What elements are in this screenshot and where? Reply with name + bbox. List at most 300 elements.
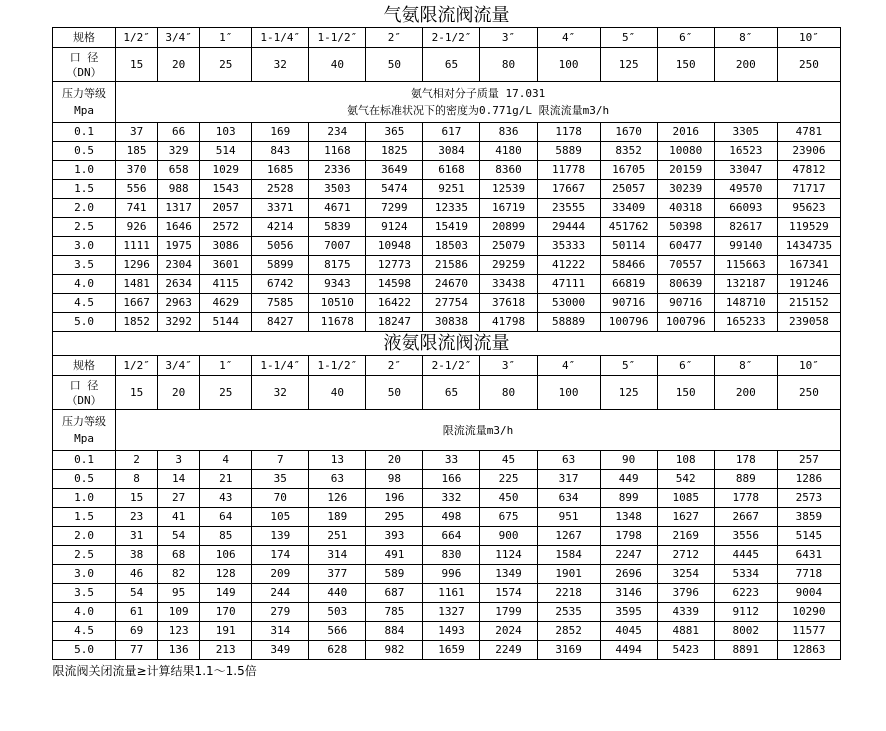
- flow-cell: 11678: [309, 313, 366, 332]
- flow-cell: 450: [480, 489, 537, 508]
- flow-cell: 1111: [116, 237, 158, 256]
- flow-cell: 2: [116, 451, 158, 470]
- flow-cell: 29259: [480, 256, 537, 275]
- flow-cell: 658: [158, 161, 200, 180]
- pressure-cell: 5.0: [53, 641, 116, 660]
- flow-cell: 10510: [309, 294, 366, 313]
- flow-cell: 988: [158, 180, 200, 199]
- flow-cell: 17667: [537, 180, 600, 199]
- pressure-cell: 4.0: [53, 603, 116, 622]
- size-header: 3″: [480, 356, 537, 376]
- flow-cell: 3371: [252, 199, 309, 218]
- table-row: [53, 237, 841, 256]
- flow-cell: 90: [600, 451, 657, 470]
- flow-cell: 189: [309, 508, 366, 527]
- flow-cell: 25057: [600, 180, 657, 199]
- pressure-cell: 4.5: [53, 622, 116, 641]
- flow-cell: 3595: [600, 603, 657, 622]
- flow-cell: 50114: [600, 237, 657, 256]
- pressure-cell: 3.0: [53, 565, 116, 584]
- flow-cell: 7585: [252, 294, 309, 313]
- size-header: 4″: [537, 356, 600, 376]
- flow-cell: 15419: [423, 218, 480, 237]
- flow-cell: 169: [252, 123, 309, 142]
- table-row: [53, 161, 841, 180]
- flow-cell: 1584: [537, 546, 600, 565]
- flow-cell: 884: [366, 622, 423, 641]
- flow-cell: 215152: [777, 294, 840, 313]
- flow-cell: 687: [366, 584, 423, 603]
- flow-cell: 2852: [537, 622, 600, 641]
- flow-cell: 23906: [777, 142, 840, 161]
- size-header: 1-1/2″: [309, 356, 366, 376]
- size-header: 3″: [480, 28, 537, 48]
- flow-cell: 196: [366, 489, 423, 508]
- table-row: [53, 218, 841, 237]
- flow-cell: 5839: [309, 218, 366, 237]
- flow-cell: 23: [116, 508, 158, 527]
- flow-cell: 165233: [714, 313, 777, 332]
- flow-cell: 70: [252, 489, 309, 508]
- pressure-cell: 0.1: [53, 451, 116, 470]
- flow-cell: 4045: [600, 622, 657, 641]
- flow-cell: 843: [252, 142, 309, 161]
- liquid-note: 限流流量m3/h: [116, 410, 841, 451]
- dn-value: 15: [116, 48, 158, 82]
- dn-value: 15: [116, 376, 158, 410]
- flow-cell: 3146: [600, 584, 657, 603]
- flow-cell: 95623: [777, 199, 840, 218]
- flow-cell: 167341: [777, 256, 840, 275]
- pressure-cell: 1.5: [53, 508, 116, 527]
- flow-cell: 3254: [657, 565, 714, 584]
- pressure-cell: 1.5: [53, 180, 116, 199]
- flow-cell: 126: [309, 489, 366, 508]
- flow-cell: 491: [366, 546, 423, 565]
- flow-cell: 12773: [366, 256, 423, 275]
- flow-cell: 54: [158, 527, 200, 546]
- flow-cell: 6431: [777, 546, 840, 565]
- flow-cell: 27: [158, 489, 200, 508]
- flow-cell: 105: [252, 508, 309, 527]
- flow-cell: 174: [252, 546, 309, 565]
- flow-cell: 4781: [777, 123, 840, 142]
- flow-cell: 3503: [309, 180, 366, 199]
- table-row: [53, 565, 841, 584]
- flow-cell: 11778: [537, 161, 600, 180]
- flow-cell: 926: [116, 218, 158, 237]
- flow-cell: 2528: [252, 180, 309, 199]
- flow-cell: 191246: [777, 275, 840, 294]
- dn-value: 200: [714, 48, 777, 82]
- flow-cell: 191: [200, 622, 252, 641]
- flow-cell: 209: [252, 565, 309, 584]
- dn-value: 150: [657, 376, 714, 410]
- flow-cell: 3086: [200, 237, 252, 256]
- size-header: 6″: [657, 356, 714, 376]
- dn-value: 200: [714, 376, 777, 410]
- flow-cell: 14598: [366, 275, 423, 294]
- size-header: 10″: [777, 356, 840, 376]
- liquid-dn-row: [53, 376, 841, 410]
- flow-cell: 4494: [600, 641, 657, 660]
- flow-cell: 628: [309, 641, 366, 660]
- flow-cell: 108: [657, 451, 714, 470]
- flow-cell: 37: [116, 123, 158, 142]
- pressure-cell: 3.5: [53, 256, 116, 275]
- table-row: [53, 584, 841, 603]
- table-row: [53, 294, 841, 313]
- flow-cell: 14: [158, 470, 200, 489]
- pressure-cell: 2.0: [53, 527, 116, 546]
- flow-cell: 29444: [537, 218, 600, 237]
- flow-cell: 1124: [480, 546, 537, 565]
- flow-cell: 68: [158, 546, 200, 565]
- flow-cell: 8352: [600, 142, 657, 161]
- flow-cell: 4180: [480, 142, 537, 161]
- flow-cell: 123: [158, 622, 200, 641]
- table-row: [53, 180, 841, 199]
- dn-value: 20: [158, 48, 200, 82]
- flow-cell: 90716: [657, 294, 714, 313]
- size-header: 2″: [366, 356, 423, 376]
- flow-cell: 2336: [309, 161, 366, 180]
- size-header: 1/2″: [116, 356, 158, 376]
- table-row: [53, 256, 841, 275]
- flow-cell: 50398: [657, 218, 714, 237]
- dn-value: 65: [423, 376, 480, 410]
- gas-note-line2: 氨气在标准状况下的密度为0.771g/L 限流流量m3/h: [346, 104, 610, 117]
- flow-cell: 60477: [657, 237, 714, 256]
- flow-cell: 7007: [309, 237, 366, 256]
- size-header: 2-1/2″: [423, 356, 480, 376]
- flow-cell: 7718: [777, 565, 840, 584]
- pressure-cell: 2.5: [53, 546, 116, 565]
- flow-cell: 18503: [423, 237, 480, 256]
- flow-cell: 3292: [158, 313, 200, 332]
- flow-cell: 899: [600, 489, 657, 508]
- flow-cell: 132187: [714, 275, 777, 294]
- flow-cell: 148710: [714, 294, 777, 313]
- flow-cell: 8360: [480, 161, 537, 180]
- flow-cell: 8002: [714, 622, 777, 641]
- flow-table: [52, 4, 841, 682]
- flow-table-sheet: [52, 4, 841, 682]
- flow-cell: 10290: [777, 603, 840, 622]
- dn-value: 100: [537, 376, 600, 410]
- flow-cell: 35: [252, 470, 309, 489]
- gas-table-title: 气氨限流阀流量: [383, 4, 510, 26]
- flow-cell: 1685: [252, 161, 309, 180]
- flow-cell: 11577: [777, 622, 840, 641]
- flow-cell: 4214: [252, 218, 309, 237]
- dn-value: 50: [366, 376, 423, 410]
- size-header: 8″: [714, 28, 777, 48]
- flow-cell: 295: [366, 508, 423, 527]
- table-row: [53, 313, 841, 332]
- size-header: 1″: [200, 356, 252, 376]
- flow-cell: 30838: [423, 313, 480, 332]
- flow-cell: 185: [116, 142, 158, 161]
- pressure-cell: 3.5: [53, 584, 116, 603]
- flow-cell: 314: [252, 622, 309, 641]
- flow-cell: 1646: [158, 218, 200, 237]
- size-header: 1-1/4″: [252, 356, 309, 376]
- flow-cell: 40318: [657, 199, 714, 218]
- flow-cell: 43: [200, 489, 252, 508]
- flow-cell: 69: [116, 622, 158, 641]
- flow-cell: 20: [366, 451, 423, 470]
- flow-cell: 15: [116, 489, 158, 508]
- flow-cell: 5144: [200, 313, 252, 332]
- dn-value: 250: [777, 48, 840, 82]
- flow-cell: 103: [200, 123, 252, 142]
- table-row: [53, 451, 841, 470]
- pressure-cell: 2.0: [53, 199, 116, 218]
- flow-cell: 1574: [480, 584, 537, 603]
- flow-cell: 2249: [480, 641, 537, 660]
- flow-cell: 7299: [366, 199, 423, 218]
- table-row: [53, 546, 841, 565]
- flow-cell: 1901: [537, 565, 600, 584]
- flow-cell: 77: [116, 641, 158, 660]
- flow-cell: 370: [116, 161, 158, 180]
- flow-cell: 47111: [537, 275, 600, 294]
- flow-cell: 449: [600, 470, 657, 489]
- size-header: 10″: [777, 28, 840, 48]
- liquid-table: [53, 332, 841, 660]
- flow-cell: 3601: [200, 256, 252, 275]
- flow-cell: 66093: [714, 199, 777, 218]
- flow-cell: 128: [200, 565, 252, 584]
- flow-cell: 8175: [309, 256, 366, 275]
- flow-cell: 41222: [537, 256, 600, 275]
- dn-value: 25: [200, 376, 252, 410]
- flow-cell: 314: [309, 546, 366, 565]
- flow-cell: 5423: [657, 641, 714, 660]
- dn-value: 125: [600, 48, 657, 82]
- flow-cell: 149: [200, 584, 252, 603]
- flow-cell: 377: [309, 565, 366, 584]
- flow-cell: 8427: [252, 313, 309, 332]
- gas-dn-row: [53, 48, 841, 82]
- flow-cell: 53000: [537, 294, 600, 313]
- flow-cell: 900: [480, 527, 537, 546]
- flow-cell: 498: [423, 508, 480, 527]
- flow-cell: 1161: [423, 584, 480, 603]
- flow-cell: 996: [423, 565, 480, 584]
- flow-cell: 23555: [537, 199, 600, 218]
- flow-cell: 889: [714, 470, 777, 489]
- flow-cell: 33438: [480, 275, 537, 294]
- flow-cell: 178: [714, 451, 777, 470]
- flow-cell: 279: [252, 603, 309, 622]
- flow-cell: 785: [366, 603, 423, 622]
- flow-cell: 1659: [423, 641, 480, 660]
- liquid-note-row: [53, 410, 841, 451]
- flow-cell: 16705: [600, 161, 657, 180]
- flow-cell: 58889: [537, 313, 600, 332]
- size-header: 1-1/2″: [309, 28, 366, 48]
- pressure-label: 压力等级Mpa: [53, 410, 116, 451]
- flow-cell: 4339: [657, 603, 714, 622]
- flow-cell: 71717: [777, 180, 840, 199]
- flow-cell: 5056: [252, 237, 309, 256]
- dn-value: 100: [537, 48, 600, 82]
- flow-cell: 58466: [600, 256, 657, 275]
- flow-cell: 6168: [423, 161, 480, 180]
- dn-value: 32: [252, 48, 309, 82]
- dn-value: 25: [200, 48, 252, 82]
- flow-cell: 21: [200, 470, 252, 489]
- dn-label: 口 径 （DN）: [53, 376, 116, 410]
- size-header: 8″: [714, 356, 777, 376]
- flow-cell: 6223: [714, 584, 777, 603]
- flow-cell: 3: [158, 451, 200, 470]
- flow-cell: 54: [116, 584, 158, 603]
- flow-cell: 8: [116, 470, 158, 489]
- flow-cell: 12335: [423, 199, 480, 218]
- table-row: [53, 470, 841, 489]
- table-row: [53, 603, 841, 622]
- flow-cell: 741: [116, 199, 158, 218]
- flow-cell: 556: [116, 180, 158, 199]
- flow-cell: 82: [158, 565, 200, 584]
- flow-cell: 982: [366, 641, 423, 660]
- table-row: [53, 641, 841, 660]
- dn-value: 40: [309, 48, 366, 82]
- flow-cell: 37618: [480, 294, 537, 313]
- spec-label: 规格: [53, 28, 116, 48]
- size-header: 3/4″: [158, 28, 200, 48]
- flow-cell: 45: [480, 451, 537, 470]
- flow-cell: 257: [777, 451, 840, 470]
- flow-cell: 4629: [200, 294, 252, 313]
- flow-cell: 1481: [116, 275, 158, 294]
- flow-cell: 836: [480, 123, 537, 142]
- size-header: 1/2″: [116, 28, 158, 48]
- flow-cell: 1349: [480, 565, 537, 584]
- flow-cell: 1798: [600, 527, 657, 546]
- pressure-cell: 1.0: [53, 161, 116, 180]
- dn-value: 40: [309, 376, 366, 410]
- flow-cell: 2573: [777, 489, 840, 508]
- flow-cell: 119529: [777, 218, 840, 237]
- flow-cell: 4445: [714, 546, 777, 565]
- gas-note-line1: 氨气相对分子质量 17.031: [410, 87, 546, 100]
- flow-cell: 21586: [423, 256, 480, 275]
- flow-cell: 566: [309, 622, 366, 641]
- flow-cell: 63: [537, 451, 600, 470]
- flow-cell: 7: [252, 451, 309, 470]
- flow-cell: 31: [116, 527, 158, 546]
- pressure-label: 压力等级Mpa: [53, 82, 116, 123]
- flow-cell: 9343: [309, 275, 366, 294]
- flow-cell: 213: [200, 641, 252, 660]
- flow-cell: 2696: [600, 565, 657, 584]
- flow-cell: 3556: [714, 527, 777, 546]
- flow-cell: 664: [423, 527, 480, 546]
- table-row: [53, 489, 841, 508]
- flow-cell: 46: [116, 565, 158, 584]
- flow-cell: 100796: [657, 313, 714, 332]
- flow-cell: 13: [309, 451, 366, 470]
- flow-cell: 33: [423, 451, 480, 470]
- flow-cell: 12863: [777, 641, 840, 660]
- flow-cell: 38: [116, 546, 158, 565]
- pressure-cell: 4.5: [53, 294, 116, 313]
- flow-cell: 675: [480, 508, 537, 527]
- flow-cell: 542: [657, 470, 714, 489]
- dn-value: 80: [480, 48, 537, 82]
- pressure-cell: 2.5: [53, 218, 116, 237]
- size-header: 1-1/4″: [252, 28, 309, 48]
- dn-label: 口 径 （DN）: [53, 48, 116, 82]
- flow-cell: 1348: [600, 508, 657, 527]
- flow-cell: 10080: [657, 142, 714, 161]
- flow-cell: 115663: [714, 256, 777, 275]
- dn-value: 125: [600, 376, 657, 410]
- gas-size-row: [53, 28, 841, 48]
- flow-cell: 617: [423, 123, 480, 142]
- flow-cell: 20159: [657, 161, 714, 180]
- flow-cell: 1825: [366, 142, 423, 161]
- size-header: 1″: [200, 28, 252, 48]
- flow-cell: 2169: [657, 527, 714, 546]
- flow-cell: 1267: [537, 527, 600, 546]
- flow-cell: 1286: [777, 470, 840, 489]
- flow-cell: 63: [309, 470, 366, 489]
- flow-cell: 25079: [480, 237, 537, 256]
- dn-value: 250: [777, 376, 840, 410]
- table-row: [53, 508, 841, 527]
- flow-cell: 2535: [537, 603, 600, 622]
- flow-cell: 1667: [116, 294, 158, 313]
- flow-cell: 3649: [366, 161, 423, 180]
- flow-cell: 830: [423, 546, 480, 565]
- flow-cell: 100796: [600, 313, 657, 332]
- flow-cell: 3169: [537, 641, 600, 660]
- flow-cell: 451762: [600, 218, 657, 237]
- flow-cell: 9004: [777, 584, 840, 603]
- flow-cell: 1168: [309, 142, 366, 161]
- flow-cell: 61: [116, 603, 158, 622]
- flow-cell: 2247: [600, 546, 657, 565]
- flow-cell: 1627: [657, 508, 714, 527]
- flow-cell: 1296: [116, 256, 158, 275]
- flow-cell: 6742: [252, 275, 309, 294]
- flow-cell: 99140: [714, 237, 777, 256]
- flow-cell: 90716: [600, 294, 657, 313]
- table-row: [53, 199, 841, 218]
- flow-cell: 9124: [366, 218, 423, 237]
- table-row: [53, 142, 841, 161]
- pressure-cell: 3.0: [53, 237, 116, 256]
- size-header: 5″: [600, 28, 657, 48]
- size-header: 2-1/2″: [423, 28, 480, 48]
- flow-cell: 589: [366, 565, 423, 584]
- flow-cell: 2016: [657, 123, 714, 142]
- dn-value: 150: [657, 48, 714, 82]
- dn-value: 50: [366, 48, 423, 82]
- flow-cell: 98: [366, 470, 423, 489]
- flow-cell: 1543: [200, 180, 252, 199]
- flow-cell: 2218: [537, 584, 600, 603]
- gas-note-row: [53, 82, 841, 123]
- flow-cell: 514: [200, 142, 252, 161]
- flow-cell: 3859: [777, 508, 840, 527]
- flow-cell: 20899: [480, 218, 537, 237]
